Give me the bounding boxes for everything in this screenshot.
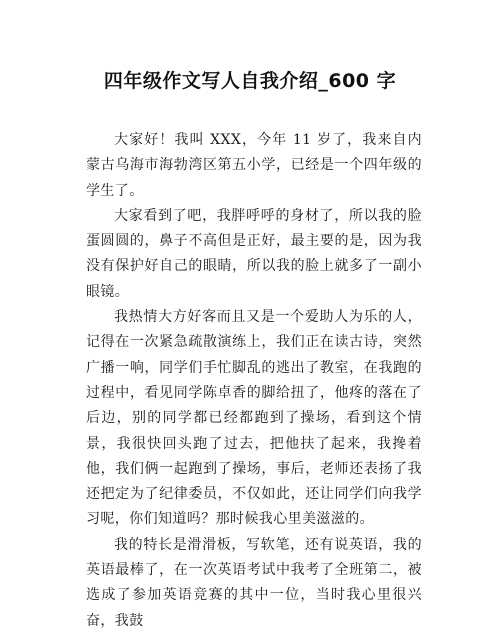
paragraph-3: 我热情大方好客而且又是一个爱助人为乐的人，记得在一次紧急疏散演练上，我们正在读古诗，突然广播一响，同学们手忙脚乱的逃出了教室，在我跑的过程中，看见同学陈卓香的脚给扭了，他疼的落在了后边，别的同学都已经都跑到了操场，看到这个情景，我很快回头跑了过去，把他扶了起来，我搀着他，我们俩一起跑到了操场，事后，老师还表扬了我还把定为了纪律委员，不仅如此，还让同学们向我学习呢，你们知道吗？那时候我心里美滋滋的。	[86, 309, 422, 528]
paragraph-1: 大家好！我叫 XXX，今年 11 岁了，我来自内蒙古乌海市海勃湾区第五小学，已经是一个四年级的学生了。	[86, 132, 422, 199]
paragraph-4: 我的特长是滑滑板，写软笔，还有说英语，我的英语最棒了，在一次英语考试中我考了全班第二，被选成了参加英语竞赛的其中一位，当时我心里很兴奋，我鼓	[86, 536, 422, 629]
document-title: 四年级作文写人自我介绍_600 字	[103, 70, 397, 92]
document-body	[86, 128, 422, 634]
paragraph-2: 大家看到了吧，我胖呼呼的身材了，所以我的脸蛋圆圆的，鼻子不高但是正好，最主要的是，因为我没有保护好自己的眼睛，所以我的脸上就多了一副小眼镜。	[86, 207, 422, 300]
